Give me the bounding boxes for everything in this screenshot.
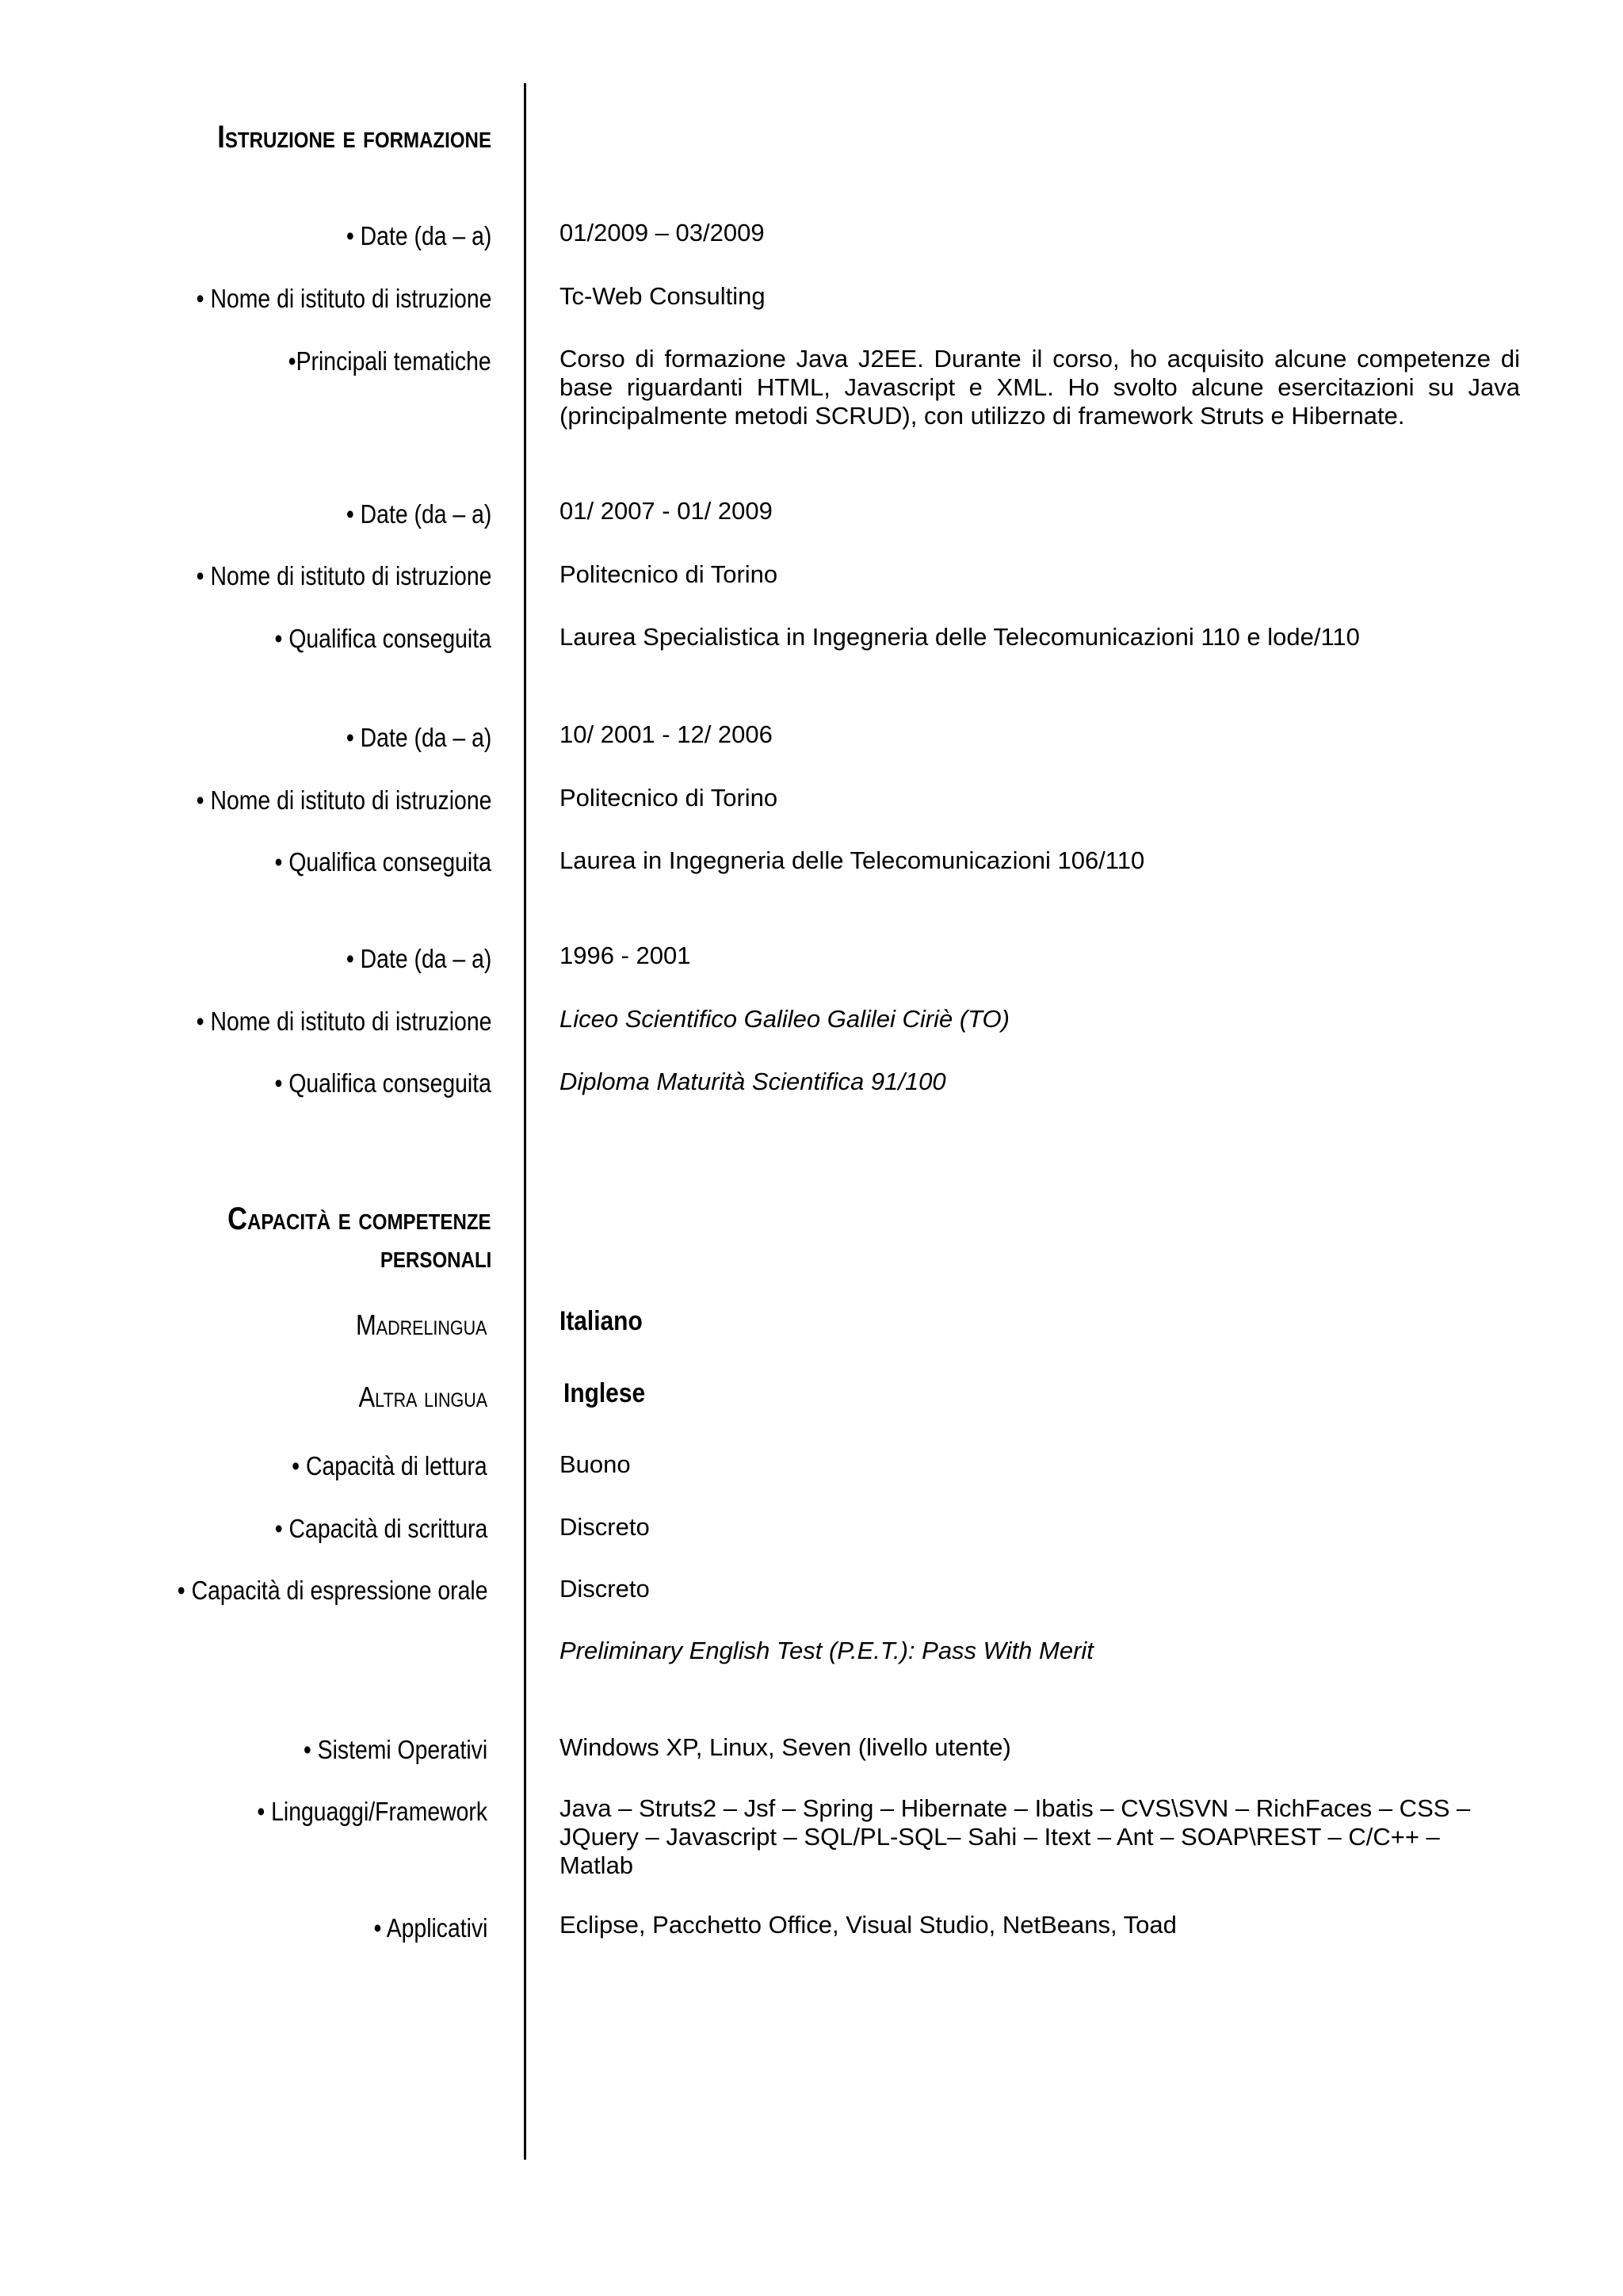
qualification-label: • Qualifica conseguita <box>274 847 491 877</box>
os-value: Windows XP, Linux, Seven (livello utente) <box>559 1733 1011 1761</box>
column-divider <box>524 83 526 2160</box>
section-title-skills-line2: personali <box>380 1240 491 1274</box>
reading-value: Buono <box>559 1450 631 1478</box>
institute-value: Tc-Web Consulting <box>559 282 766 310</box>
qualification-value: Laurea Specialistica in Ingegneria delle Telecomunicazioni 110 e lode/110 <box>559 623 1360 651</box>
institute-value: Politecnico di Torino <box>559 784 778 812</box>
date-value: 01/ 2007 - 01/ 2009 <box>559 497 773 525</box>
applications-value: Eclipse, Pacchetto Office, Visual Studio, NetBeans, Toad <box>559 1911 1177 1939</box>
writing-value: Discreto <box>559 1513 650 1541</box>
institute-label: • Nome di istituto di istruzione <box>196 785 491 815</box>
institute-label: • Nome di istituto di istruzione <box>196 1007 491 1036</box>
institute-label: • Nome di istituto di istruzione <box>196 284 491 313</box>
languages-framework-label: • Linguaggi/Framework <box>257 1797 487 1826</box>
applications-label: • Applicativi <box>372 1913 487 1943</box>
qualification-value: Laurea in Ingegneria delle Telecomunicazioni 106/110 <box>559 846 1145 874</box>
qualification-value: Diploma Maturità Scientifica 91/100 <box>559 1068 946 1095</box>
institute-value: Politecnico di Torino <box>559 560 778 588</box>
other-language-value: Inglese <box>563 1378 646 1408</box>
section-title-education: Istruzione e formazione <box>217 120 491 155</box>
topics-label: •Principali tematiche <box>288 346 491 376</box>
section-title-skills: Capacità e competenze <box>227 1201 491 1236</box>
os-label: • Sistemi Operativi <box>303 1735 487 1764</box>
date-label: • Date (da – a) <box>346 221 491 250</box>
date-label: • Date (da – a) <box>346 723 491 752</box>
language-certification: Preliminary English Test (P.E.T.): Pass With Merit <box>559 1637 1094 1664</box>
reading-label: • Capacità di lettura <box>292 1451 487 1480</box>
date-value: 01/2009 – 03/2009 <box>559 219 765 246</box>
qualification-label: • Qualifica conseguita <box>274 624 491 653</box>
mother-tongue-label: Madrelingua <box>356 1308 487 1341</box>
date-label: • Date (da – a) <box>346 944 491 973</box>
writing-label: • Capacità di scrittura <box>274 1514 487 1543</box>
date-label: • Date (da – a) <box>346 499 491 529</box>
institute-label: • Nome di istituto di istruzione <box>196 561 491 590</box>
topics-value: Corso di formazione Java J2EE. Durante il corso, ho acquisito alcune competenze di base riguardanti HTML, Javascript e XML. Ho svolto alcune esercitazioni su Java (principalmente metodi SCRUD), con utilizzo di framework Struts e Hibernate. <box>559 345 1520 430</box>
institute-value: Liceo Scientifico Galileo Galilei Ciriè (TO) <box>559 1005 1010 1033</box>
other-language-label: Altra lingua <box>358 1381 487 1413</box>
mother-tongue-value: Italiano <box>559 1306 643 1336</box>
date-value: 1996 - 2001 <box>559 942 691 969</box>
qualification-label: • Qualifica conseguita <box>274 1068 491 1098</box>
speaking-value: Discreto <box>559 1575 650 1603</box>
speaking-label: • Capacità di espressione orale <box>177 1576 487 1605</box>
date-value: 10/ 2001 - 12/ 2006 <box>559 720 773 748</box>
languages-framework-value: Java – Struts2 – Jsf – Spring – Hibernate – Ibatis – CVS\SVN – RichFaces – CSS – JQuery – Javascript – SQL/PL-SQL– Sahi – Itext – Ant – SOAP\REST – C/C++ – Matlab <box>559 1794 1471 1879</box>
